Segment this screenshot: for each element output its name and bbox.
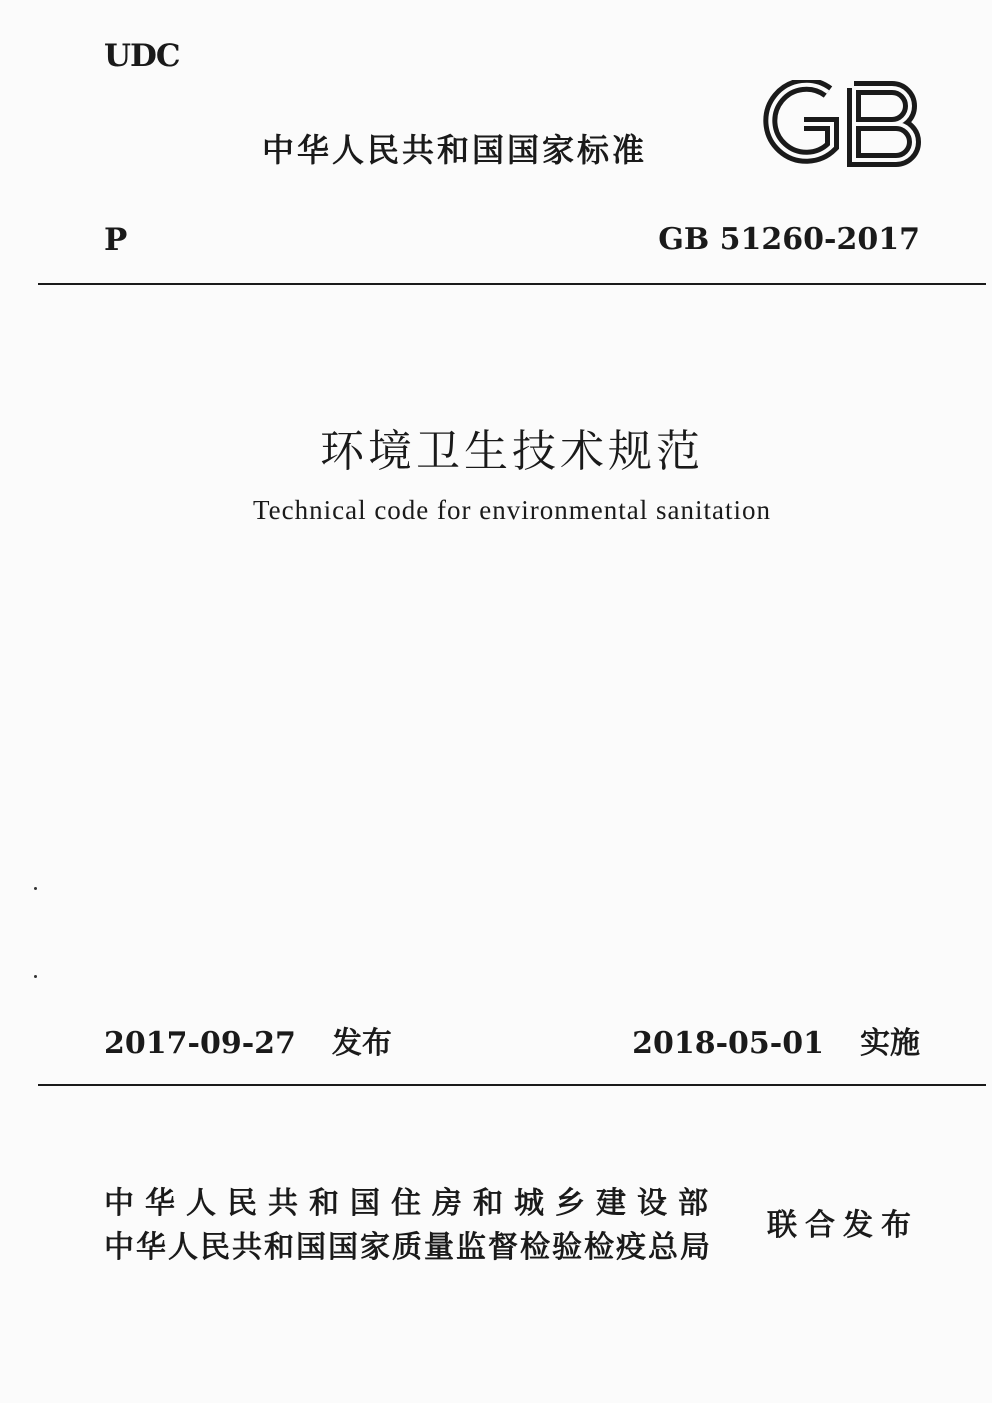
issue-date: 2017-09-27 [104, 1026, 296, 1061]
issue-label: 发布 [331, 1026, 392, 1061]
top-divider [38, 283, 986, 285]
scan-speck [34, 887, 37, 890]
standard-number: GB 51260-2017 [658, 222, 920, 257]
publisher-aqsiq: 中华人民共和国国家质量监督检验检疫总局 [104, 1230, 712, 1265]
joint-publish-label: 联合发布 [767, 1208, 919, 1243]
title-chinese: 环境卫生技术规范 [320, 426, 704, 477]
gb-logo-g [770, 85, 832, 157]
implementation-label: 实施 [860, 1026, 920, 1061]
national-standard-heading: 中华人民共和国国家标准 [262, 131, 648, 169]
issue-date-block [104, 1018, 392, 1062]
scan-speck [34, 975, 37, 978]
gb-logo [758, 80, 924, 168]
title-english: Technical code for environmental sanitation [253, 495, 771, 525]
implementation-date-block [632, 1018, 920, 1062]
implementation-date: 2018-05-01 [632, 1026, 824, 1061]
bottom-divider [38, 1084, 986, 1086]
classification-code: P [104, 222, 128, 258]
udc-label: UDC [104, 38, 180, 74]
publisher-ministry: 中华人民共和国住房和城乡建设部 [104, 1186, 719, 1221]
